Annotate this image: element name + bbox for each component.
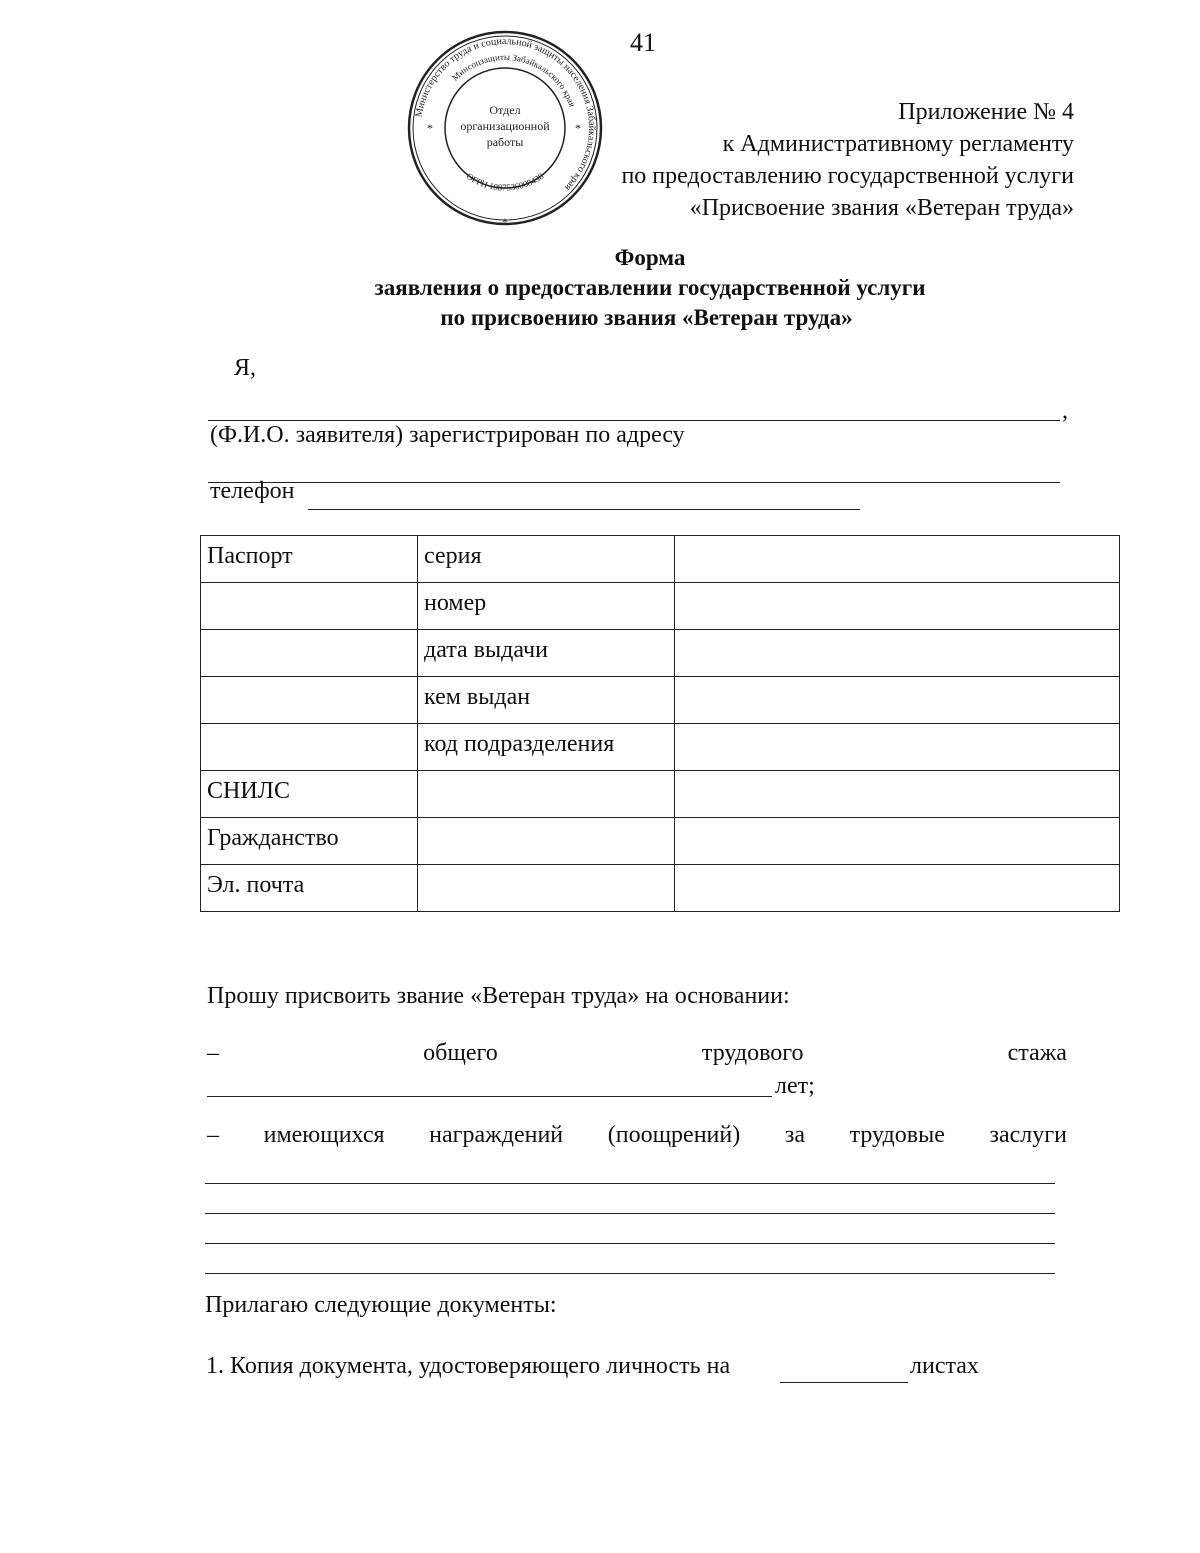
appendix-line-2: к Административному регламенту — [722, 131, 1074, 157]
phone-label: телефон — [210, 478, 295, 504]
phone-blank-line[interactable] — [308, 509, 860, 510]
awards-line — [207, 1122, 1067, 1149]
title-line-1: Форма — [614, 245, 686, 270]
table-row — [201, 818, 1120, 865]
years-suffix: лет; — [775, 1073, 815, 1099]
table-cell: Эл. почта — [201, 865, 418, 912]
awards-word: – — [207, 1122, 219, 1148]
awards-blank-line-3[interactable] — [205, 1243, 1055, 1244]
stazh-blank-line[interactable] — [207, 1096, 772, 1097]
page-number: 41 — [630, 28, 656, 57]
awards-word: за — [784, 1122, 805, 1148]
fio-address-label: (Ф.И.О. заявителя) зарегистрирован по адресу — [210, 422, 685, 448]
table-input-cell[interactable] — [675, 536, 1120, 583]
table-row — [201, 724, 1120, 771]
awards-blank-line-4[interactable] — [205, 1273, 1055, 1274]
fio-comma: , — [1062, 398, 1068, 424]
table-row — [201, 865, 1120, 912]
table-cell — [201, 677, 418, 724]
svg-text:*: * — [502, 215, 508, 228]
stazh-word: стажа — [1007, 1040, 1067, 1066]
stamp-center-line-3: работы — [486, 135, 524, 149]
table-cell: Гражданство — [201, 818, 418, 865]
table-row — [201, 630, 1120, 677]
table-input-cell[interactable] — [675, 771, 1120, 818]
table-input-cell[interactable] — [418, 771, 675, 818]
table-input-cell[interactable] — [675, 724, 1120, 771]
appendix-header — [474, 96, 1074, 224]
stamp-center-line-1: Отдел — [489, 103, 521, 117]
appendix-line-1: Приложение № 4 — [898, 99, 1074, 125]
awards-blank-line-1[interactable] — [205, 1183, 1055, 1184]
appendix-line-4: «Присвоение звания «Ветеран труда» — [689, 195, 1074, 221]
table-cell: Паспорт — [201, 536, 418, 583]
awards-word: (поощрений) — [607, 1122, 741, 1148]
table-row — [201, 536, 1120, 583]
table-cell: кем выдан — [418, 677, 675, 724]
awards-word: награждений — [429, 1122, 564, 1148]
table-input-cell[interactable] — [675, 865, 1120, 912]
table-cell: серия — [418, 536, 675, 583]
stamp-center-line-2: организационной — [460, 119, 550, 133]
stazh-word: – — [207, 1040, 219, 1066]
sheets-suffix: листах — [910, 1353, 979, 1379]
table-input-cell[interactable] — [418, 865, 675, 912]
table-row — [201, 771, 1120, 818]
table-cell: дата выдачи — [418, 630, 675, 677]
table-row — [201, 677, 1120, 724]
awards-word: имеющихся — [263, 1122, 385, 1148]
table-row — [201, 583, 1120, 630]
attachment-item-1: 1. Копия документа, удостоверяющего личность на — [206, 1353, 731, 1379]
table-cell: код подразделения — [418, 724, 675, 771]
stamp-outer-text: Министерство труда и социальной защиты населения Забайкальского края — [413, 35, 598, 193]
svg-text:*: * — [575, 121, 581, 135]
table-input-cell[interactable] — [675, 583, 1120, 630]
awards-word: трудовые — [849, 1122, 945, 1148]
stazh-line — [207, 1040, 1067, 1067]
stamp-bottom-text: ОГРН 1087536008438 — [464, 170, 546, 193]
appendix-line-3: по предоставлению государственной услуги — [621, 163, 1074, 189]
stazh-word: общего — [423, 1040, 498, 1066]
passport-table — [200, 535, 1120, 912]
stazh-word: трудового — [701, 1040, 804, 1066]
table-cell — [201, 630, 418, 677]
table-cell: номер — [418, 583, 675, 630]
svg-text:*: * — [427, 121, 433, 135]
request-text: Прошу присвоить звание «Ветеран труда» на основании: — [207, 983, 790, 1009]
sheets-blank-line[interactable] — [780, 1382, 908, 1383]
table-cell — [201, 583, 418, 630]
table-input-cell[interactable] — [418, 818, 675, 865]
table-input-cell[interactable] — [675, 818, 1120, 865]
table-input-cell[interactable] — [675, 630, 1120, 677]
fio-blank-line[interactable] — [208, 420, 1060, 421]
title-line-3: по присвоению звания «Ветеран труда» — [440, 305, 853, 330]
awards-word: заслуги — [989, 1122, 1067, 1148]
awards-blank-line-2[interactable] — [205, 1213, 1055, 1214]
table-cell — [201, 724, 418, 771]
table-cell: СНИЛС — [201, 771, 418, 818]
document-title — [300, 243, 1000, 333]
table-input-cell[interactable] — [675, 677, 1120, 724]
stamp-inner-text: Минсоцзащиты Забайкальского края — [449, 51, 578, 109]
ya-label: Я, — [234, 355, 257, 381]
address-blank-line[interactable] — [208, 482, 1060, 483]
attachments-heading: Прилагаю следующие документы: — [205, 1292, 557, 1318]
title-line-2: заявления о предоставлении государственной услуги — [374, 275, 926, 300]
